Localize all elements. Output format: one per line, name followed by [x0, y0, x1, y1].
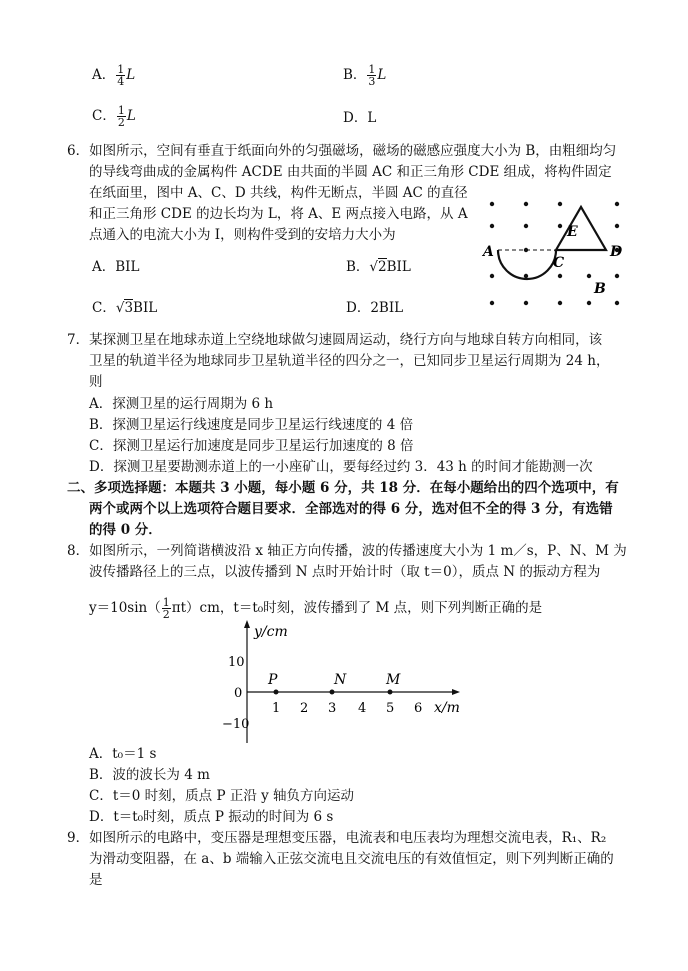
q5-option-c: C． $\frac{1}{2}$ L [92, 104, 136, 129]
x-tick-2: 2 [300, 701, 309, 716]
q8-option-c: C．t＝0 时刻，质点 P 正沿 y 轴负方向运动 [89, 788, 355, 804]
q5-option-b: B． $\frac{1}{3}$ L [343, 63, 387, 88]
label-m: M [386, 672, 401, 688]
q7-line-1: 7．某探测卫星在地球赤道上空绕地球做匀速圆周运动，绕行方向与地球自转方向相同，该 [67, 332, 603, 348]
label-p: P [268, 672, 278, 688]
q6-line-3: 在纸面里，图中 A、C、D 共线，构件无断点，半圆 AC 的直径 [89, 185, 468, 201]
y-tick-0: 0 [234, 686, 243, 701]
x-tick-6: 6 [414, 701, 423, 716]
q6-line-2: 的导线弯曲成的金属构件 ACDE 由共面的半圆 AC 和正三角形 CDE 组成，将构件固定 [89, 164, 612, 180]
label-n: N [334, 672, 347, 688]
q7-option-c: C．探测卫星运行加速度是同步卫星运行加速度的 8 倍 [89, 438, 414, 454]
q8-wave-graph [220, 618, 480, 748]
q8-option-a: A．t₀＝1 s [89, 746, 157, 762]
q8-option-b: B．波的波长为 4 m [89, 767, 210, 783]
x-tick-3: 3 [328, 701, 337, 716]
q7-line-2: 卫星的轨道半径为地球同步卫星轨道半径的四分之一，已知同步卫星运行周期为 24 h， [89, 353, 610, 369]
label-a: A [483, 244, 494, 260]
x-tick-1: 1 [272, 701, 281, 716]
label-b: B [594, 281, 606, 297]
section2-line-2: 两个或两个以上选项符合题目要求．全部选对的得 6 分，选对但不全的得 3 分，有选错 [89, 501, 613, 517]
section2-line-3: 的得 0 分． [89, 522, 162, 538]
q6-line-1: 6．如图所示，空间有垂直于纸面向外的匀强磁场，磁场的磁感应强度大小为 B，由粗细均匀 [67, 143, 617, 159]
q6-line-5: 点通入的电流大小为 I，则构件受到的安培力大小为 [89, 227, 396, 243]
x-ticks [272, 701, 422, 716]
label-d: D [610, 244, 623, 260]
q9-line-2: 为滑动变阻器，在 a、b 端输入正弦交流电且交流电压的有效值恒定，则下列判断正确的 [89, 851, 614, 867]
triangle-cde [556, 207, 606, 250]
q5-option-d: D．L [343, 110, 377, 126]
q8-line-2: 波传播路径上的三点，以波传播到 N 点时开始计时（取 t＝0），质点 N 的振动方程为 [89, 564, 601, 580]
label-e: E [567, 224, 578, 240]
x-axis-arrow [452, 689, 460, 695]
q9-line-3: 是 [89, 872, 103, 888]
y-axis-arrow [244, 620, 250, 628]
q7-option-b: B．探测卫星运行线速度是同步卫星运行线速度的 4 倍 [89, 417, 414, 433]
y-tick-neg10: −10 [222, 717, 250, 732]
q8-option-d: D．t＝t₀时刻，质点 P 振动的时间为 6 s [89, 809, 334, 825]
point-p [274, 690, 279, 695]
q7-option-d: D．探测卫星要勘测赤道上的一小座矿山，要每经过约 3．43 h 的时间才能勘测一次 [89, 459, 593, 475]
q5-option-a: A． $\frac{1}{4}$ L [92, 63, 136, 88]
q6-option-b: B．√2BIL [346, 259, 411, 275]
label-c: C [553, 255, 565, 271]
x-tick-5: 5 [386, 701, 395, 716]
x-tick-4: 4 [358, 701, 367, 716]
q6-option-d: D．2BIL [346, 300, 404, 316]
q6-line-4: 和正三角形 CDE 的边长均为 L，将 A、E 两点接入电路，从 A [89, 206, 468, 222]
point-n [330, 690, 335, 695]
y-tick-10: 10 [228, 655, 245, 670]
q6-option-c: C．√3BIL [92, 300, 158, 316]
section2-line-1: 二、多项选择题：本题共 3 小题，每小题 6 分，共 18 分．在每小题给出的四个选项中，有 [67, 480, 619, 496]
y-axis-label: y/cm [254, 624, 288, 640]
x-axis-label: x/m [434, 700, 460, 716]
q9-line-1: 9．如图所示的电路中，变压器是理想变压器，电流表和电压表均为理想交流电表，R₁、R₂ [67, 830, 607, 846]
q7-line-3: 则 [89, 374, 103, 390]
q6-figure [478, 190, 628, 315]
q8-line-1: 8．如图所示，一列简谐横波沿 x 轴正方向传播，波的传播速度大小为 1 m／s，P、N、M 为 [67, 543, 627, 559]
q7-option-a: A．探测卫星的运行周期为 6 h [89, 396, 274, 412]
q8-equation: y＝10sin（ $\frac{1}{2}$ πt）cm，t＝t₀时刻，波传播到了 M 点，则下列判断正确的是 [89, 596, 543, 621]
q6-option-a: A．BIL [92, 259, 140, 275]
point-m [388, 690, 393, 695]
